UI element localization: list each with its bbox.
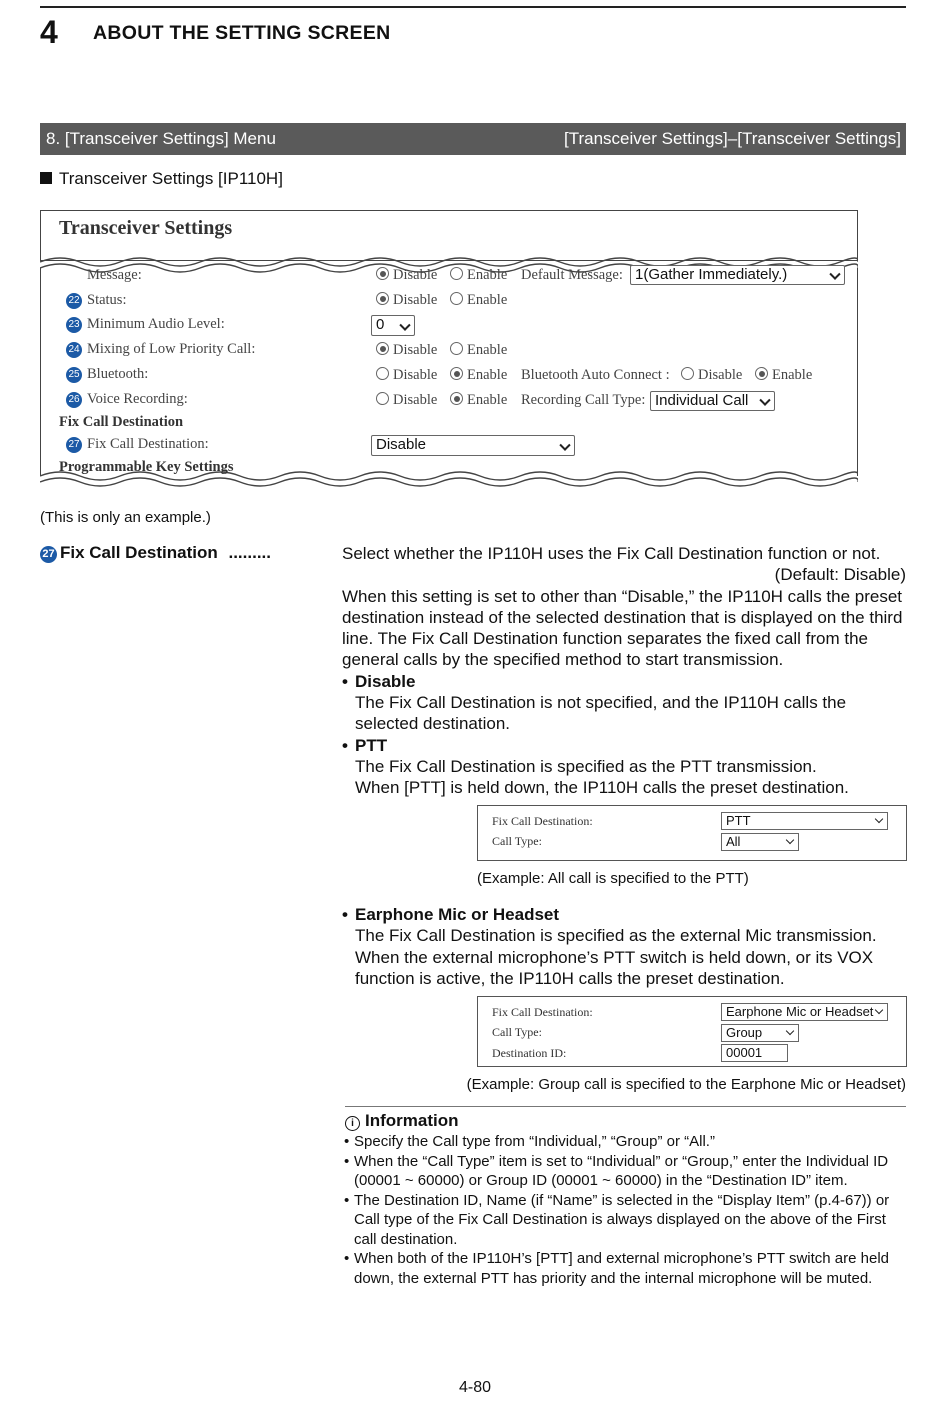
voice-recording-label: 26 Voice Recording: [66,391,188,408]
mixing-enable-radio[interactable]: Enable [450,342,507,359]
panel-title: Transceiver Settings [59,217,233,239]
menu-bar-left: 8. [Transceiver Settings] Menu [46,129,276,148]
message-enable-radio[interactable]: Enable [450,267,507,284]
min-audio-label: 23 Minimum Audio Level: [66,316,225,333]
chapter-number: 4 [40,14,58,50]
programmable-key-heading: Programmable Key Settings [59,459,234,475]
earphone-example-screenshot: Fix Call Destination: Earphone Mic or Headset Call Type: Group Destination ID: 00001 [477,996,907,1067]
ptt-caption: (Example: All call is specified to the PTT) [477,870,749,887]
info-bullet: • When the “Call Type” item is set to “Individual” or “Group,” enter the Individual ID (00001 ~ 60000) or Group ID (00001 ~ 60000) in the “Destination ID” item. [354,1152,906,1191]
status-label: 22 Status: [66,292,126,309]
default-message-label: Default Message: [521,267,623,283]
chapter-title: ABOUT THE SETTING SCREEN [93,22,391,44]
page-number: 4-80 [458,1379,492,1396]
voice-disable-radio[interactable]: Disable [376,392,437,409]
bt-auto-connect-label: Bluetooth Auto Connect : [521,367,670,383]
ear-fix-call-select[interactable]: Earphone Mic or Headset [721,1003,888,1021]
bt-auto-enable-radio[interactable]: Enable [755,367,812,384]
information-heading: i Information [345,1111,459,1131]
bluetooth-enable-radio[interactable]: Enable [450,367,507,384]
bt-auto-disable-radio[interactable]: Disable [681,367,742,384]
mixing-disable-radio[interactable]: Disable [376,342,437,359]
menu-bar [40,123,906,155]
recording-call-type-select[interactable]: Individual Call [650,391,775,411]
ptt-call-type-select[interactable]: All [721,833,799,851]
item-number-badge: 27 [40,546,57,563]
fix-call-select[interactable]: Disable [371,435,575,456]
info-bullet: • Specify the Call type from “Individual,” “Group” or “All.” [354,1132,906,1152]
information-divider [345,1106,906,1107]
earphone-caption: (Example: Group call is specified to the Earphone Mic or Headset) [466,1076,906,1093]
info-icon: i [345,1116,360,1131]
bullet-earphone: • Earphone Mic or Headset [355,904,906,925]
fix-call-label: 27 Fix Call Destination: [66,436,209,453]
square-bullet-icon [40,172,52,184]
ear-destination-id-input[interactable]: 00001 [721,1044,788,1062]
status-disable-radio[interactable]: Disable [376,292,437,309]
settings-panel [40,210,858,492]
status-enable-radio[interactable]: Enable [450,292,507,309]
message-disable-radio[interactable]: Disable [376,267,437,284]
mixing-label: 24 Mixing of Low Priority Call: [66,341,255,358]
info-bullet: • The Destination ID, Name (if “Name” is selected in the “Display Item” (p.4-67)) or Call type of the Fix Call Destination is always displayed on the above of the First call destination. [354,1191,906,1250]
item-title: 27 Fix Call Destination ......... [40,543,271,563]
info-bullet: • When both of the IP110H’s [PTT] and external microphone’s PTT switch are held down, the external PTT has priority and the internal microphone will be muted. [354,1249,906,1288]
default-message-select[interactable]: 1(Gather Immediately.) [630,265,845,285]
example-note: (This is only an example.) [40,509,211,526]
ptt-fix-call-select[interactable]: PTT [721,812,888,830]
header-rule [40,6,906,8]
ptt-example-screenshot: Fix Call Destination: PTT Call Type: All [477,805,907,861]
bluetooth-disable-radio[interactable]: Disable [376,367,437,384]
information-list [354,1132,906,1288]
bullet-ptt: • PTT [355,735,906,756]
recording-call-type-label: Recording Call Type: [521,392,646,408]
item-description: Select whether the IP110H uses the Fix Call Destination function or not. (Default: Disable) When this setting is set to other than “Disable,” the IP110H calls the preset destination instead of the selected destination that is displayed on the third line. The Fix Call Destination function separates the fixed call from the general calls by the specified method to start transmission. • Disable The Fix Call Destination is not specified, and the IP110H calls the selected destination. • PTT The Fix Call Destination is specified as the PTT transmission. When [PTT] is held down, the IP110H calls the preset destination. [342,543,906,799]
ear-call-type-select[interactable]: Group [721,1024,799,1042]
message-label: Message: [87,267,142,283]
fix-call-heading: Fix Call Destination [59,414,184,430]
bluetooth-label: 25 Bluetooth: [66,366,148,383]
min-audio-select[interactable]: 0 [371,315,415,336]
earphone-description: • Earphone Mic or Headset The Fix Call Destination is specified as the external Mic transmission. When the external microphone’s PTT switch is held down, or its VOX function is active, the IP110H calls the preset destination. [342,904,906,989]
voice-enable-radio[interactable]: Enable [450,392,507,409]
menu-bar-right: [Transceiver Settings]–[Transceiver Settings] [564,129,901,148]
section-title: Transceiver Settings [IP110H] [40,169,283,189]
bullet-disable: • Disable [355,671,906,692]
